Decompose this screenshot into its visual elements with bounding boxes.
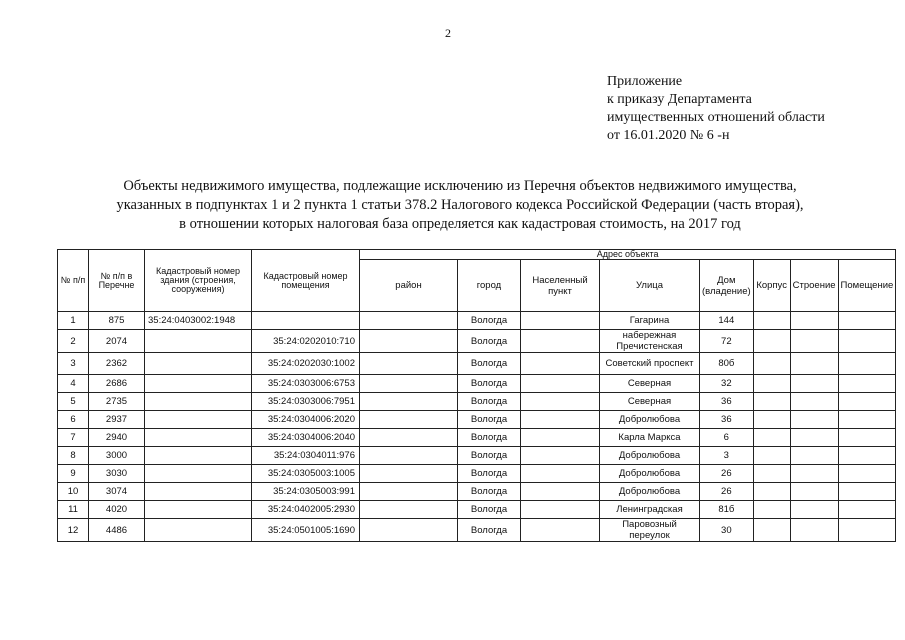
appendix-line: от 16.01.2020 № 6 -н [607, 128, 730, 143]
cell-street: Карла Маркса [600, 429, 700, 447]
appendix-block [607, 73, 825, 145]
cell-city: Вологда [458, 411, 521, 429]
cell-building-cadastral [145, 465, 252, 483]
cell-pomeshchenie [838, 519, 896, 542]
cell-pomeshchenie [838, 483, 896, 501]
cell-settlement [521, 519, 600, 542]
cell-street: Добролюбова [600, 483, 700, 501]
cell-korpus [753, 483, 790, 501]
cell-settlement [521, 501, 600, 519]
table-row [58, 312, 896, 330]
cell-premise-cadastral: 35:24:0305003:991 [252, 483, 360, 501]
cell-street: Северная [600, 375, 700, 393]
title-line: в отношении которых налоговая база определяется как кадастровая стоимость, на 2017 год [179, 216, 741, 232]
cell-district [360, 429, 458, 447]
appendix-line: к приказу Департамента [607, 92, 752, 107]
cell-premise-cadastral: 35:24:0202030:1002 [252, 353, 360, 375]
cell-district [360, 411, 458, 429]
table-row [58, 411, 896, 429]
page-number: 2 [445, 26, 451, 40]
cell-korpus [753, 411, 790, 429]
cell-pomeshchenie [838, 353, 896, 375]
cell-stroenie [790, 483, 838, 501]
cell-list-num: 3000 [89, 447, 145, 465]
cell-premise-cadastral: 35:24:0304006:2020 [252, 411, 360, 429]
table-row [58, 519, 896, 542]
cell-stroenie [790, 447, 838, 465]
cell-district [360, 501, 458, 519]
header-num: № п/п [58, 250, 89, 312]
cell-house: 3 [700, 447, 754, 465]
cell-city: Вологда [458, 393, 521, 411]
cell-list-num: 4486 [89, 519, 145, 542]
cell-num: 5 [58, 393, 89, 411]
cell-premise-cadastral: 35:24:0202010:710 [252, 330, 360, 353]
cell-building-cadastral [145, 375, 252, 393]
appendix-line: Приложение [607, 74, 683, 89]
cell-premise-cadastral [252, 312, 360, 330]
cell-street: Советский проспект [600, 353, 700, 375]
cell-district [360, 375, 458, 393]
cell-premise-cadastral: 35:24:0303006:6753 [252, 375, 360, 393]
cell-building-cadastral [145, 353, 252, 375]
cell-pomeshchenie [838, 411, 896, 429]
cell-district [360, 393, 458, 411]
cell-list-num: 2735 [89, 393, 145, 411]
header-stroenie: Строение [790, 260, 838, 312]
cell-pomeshchenie [838, 465, 896, 483]
cell-house: 32 [700, 375, 754, 393]
header-district: район [360, 260, 458, 312]
table-row [58, 393, 896, 411]
cell-num: 7 [58, 429, 89, 447]
cell-korpus [753, 330, 790, 353]
cell-street: набережная Пречистенская [600, 330, 700, 353]
cell-street: Добролюбова [600, 465, 700, 483]
appendix-line: имущественных отношений области [607, 110, 825, 125]
cell-num: 3 [58, 353, 89, 375]
cell-street: Гагарина [600, 312, 700, 330]
table-row [58, 465, 896, 483]
cell-korpus [753, 312, 790, 330]
header-settlement: Населенный пункт [521, 260, 600, 312]
cell-district [360, 447, 458, 465]
cell-pomeshchenie [838, 312, 896, 330]
cell-building-cadastral [145, 429, 252, 447]
cell-street: Паровозный переулок [600, 519, 700, 542]
cell-city: Вологда [458, 519, 521, 542]
cell-stroenie [790, 312, 838, 330]
cell-stroenie [790, 501, 838, 519]
cell-num: 6 [58, 411, 89, 429]
table-row [58, 375, 896, 393]
header-building-cadastral: Кадастровый номер здания (строения, сооружения) [145, 250, 252, 312]
cell-premise-cadastral: 35:24:0501005:1690 [252, 519, 360, 542]
cell-district [360, 330, 458, 353]
cell-list-num: 2362 [89, 353, 145, 375]
cell-building-cadastral [145, 483, 252, 501]
cell-settlement [521, 483, 600, 501]
header-korpus: Корпус [753, 260, 790, 312]
cell-street: Добролюбова [600, 447, 700, 465]
title-line: указанных в подпунктах 1 и 2 пункта 1 статьи 378.2 Налогового кодекса Российской Федерации (часть вторая), [116, 197, 804, 213]
cell-num: 9 [58, 465, 89, 483]
cell-settlement [521, 447, 600, 465]
cell-district [360, 353, 458, 375]
cell-num: 8 [58, 447, 89, 465]
cell-house: 30 [700, 519, 754, 542]
cell-house: 26 [700, 465, 754, 483]
table-row [58, 447, 896, 465]
cell-list-num: 3030 [89, 465, 145, 483]
cell-district [360, 465, 458, 483]
cell-list-num: 2940 [89, 429, 145, 447]
cell-korpus [753, 465, 790, 483]
cell-street: Ленинградская [600, 501, 700, 519]
cell-city: Вологда [458, 501, 521, 519]
cell-house: 72 [700, 330, 754, 353]
cell-building-cadastral [145, 393, 252, 411]
cell-list-num: 875 [89, 312, 145, 330]
cell-korpus [753, 353, 790, 375]
cell-korpus [753, 447, 790, 465]
header-street: Улица [600, 260, 700, 312]
cell-building-cadastral: 35:24:0403002:1948 [145, 312, 252, 330]
cell-stroenie [790, 519, 838, 542]
cell-city: Вологда [458, 375, 521, 393]
objects-table [57, 249, 896, 542]
table-row [58, 483, 896, 501]
cell-pomeshchenie [838, 330, 896, 353]
table-body [58, 312, 896, 542]
cell-settlement [521, 375, 600, 393]
title-line: Объекты недвижимого имущества, подлежащие исключению из Перечня объектов недвижимого имущества, [123, 178, 797, 194]
cell-building-cadastral [145, 330, 252, 353]
cell-city: Вологда [458, 429, 521, 447]
cell-settlement [521, 353, 600, 375]
cell-premise-cadastral: 35:24:0304011:976 [252, 447, 360, 465]
table-row [58, 429, 896, 447]
cell-city: Вологда [458, 312, 521, 330]
document-title [60, 177, 860, 234]
cell-list-num: 2074 [89, 330, 145, 353]
cell-settlement [521, 429, 600, 447]
cell-stroenie [790, 353, 838, 375]
cell-house: 6 [700, 429, 754, 447]
cell-street: Северная [600, 393, 700, 411]
cell-korpus [753, 393, 790, 411]
cell-stroenie [790, 375, 838, 393]
cell-building-cadastral [145, 501, 252, 519]
header-city: город [458, 260, 521, 312]
cell-pomeshchenie [838, 375, 896, 393]
cell-premise-cadastral: 35:24:0402005:2930 [252, 501, 360, 519]
cell-house: 144 [700, 312, 754, 330]
cell-house: 80б [700, 353, 754, 375]
cell-num: 1 [58, 312, 89, 330]
cell-korpus [753, 429, 790, 447]
cell-stroenie [790, 411, 838, 429]
cell-stroenie [790, 429, 838, 447]
cell-settlement [521, 312, 600, 330]
cell-house: 81б [700, 501, 754, 519]
cell-city: Вологда [458, 447, 521, 465]
cell-pomeshchenie [838, 393, 896, 411]
cell-building-cadastral [145, 519, 252, 542]
cell-settlement [521, 393, 600, 411]
cell-district [360, 483, 458, 501]
cell-city: Вологда [458, 483, 521, 501]
header-premise-cadastral: Кадастровый номер помещения [252, 250, 360, 312]
cell-city: Вологда [458, 353, 521, 375]
cell-list-num: 2937 [89, 411, 145, 429]
cell-street: Добролюбова [600, 411, 700, 429]
cell-num: 2 [58, 330, 89, 353]
cell-num: 12 [58, 519, 89, 542]
cell-stroenie [790, 330, 838, 353]
cell-num: 10 [58, 483, 89, 501]
cell-stroenie [790, 393, 838, 411]
cell-city: Вологда [458, 465, 521, 483]
cell-settlement [521, 330, 600, 353]
cell-premise-cadastral: 35:24:0305003:1005 [252, 465, 360, 483]
cell-korpus [753, 519, 790, 542]
table-row [58, 330, 896, 353]
cell-korpus [753, 375, 790, 393]
header-house: Дом (владение) [700, 260, 754, 312]
cell-house: 36 [700, 411, 754, 429]
cell-list-num: 2686 [89, 375, 145, 393]
cell-premise-cadastral: 35:24:0304006:2040 [252, 429, 360, 447]
cell-building-cadastral [145, 447, 252, 465]
cell-premise-cadastral: 35:24:0303006:7951 [252, 393, 360, 411]
cell-house: 36 [700, 393, 754, 411]
header-address-group: Адрес объекта [360, 250, 896, 260]
cell-num: 4 [58, 375, 89, 393]
table-row [58, 353, 896, 375]
cell-korpus [753, 501, 790, 519]
cell-pomeshchenie [838, 429, 896, 447]
cell-list-num: 3074 [89, 483, 145, 501]
cell-settlement [521, 465, 600, 483]
cell-city: Вологда [458, 330, 521, 353]
table-row [58, 501, 896, 519]
cell-num: 11 [58, 501, 89, 519]
cell-building-cadastral [145, 411, 252, 429]
cell-house: 26 [700, 483, 754, 501]
cell-pomeshchenie [838, 447, 896, 465]
cell-district [360, 519, 458, 542]
cell-stroenie [790, 465, 838, 483]
header-pomeshchenie: Помещение [838, 260, 896, 312]
cell-pomeshchenie [838, 501, 896, 519]
cell-settlement [521, 411, 600, 429]
header-list-num: № п/п в Перечне [89, 250, 145, 312]
cell-list-num: 4020 [89, 501, 145, 519]
cell-district [360, 312, 458, 330]
